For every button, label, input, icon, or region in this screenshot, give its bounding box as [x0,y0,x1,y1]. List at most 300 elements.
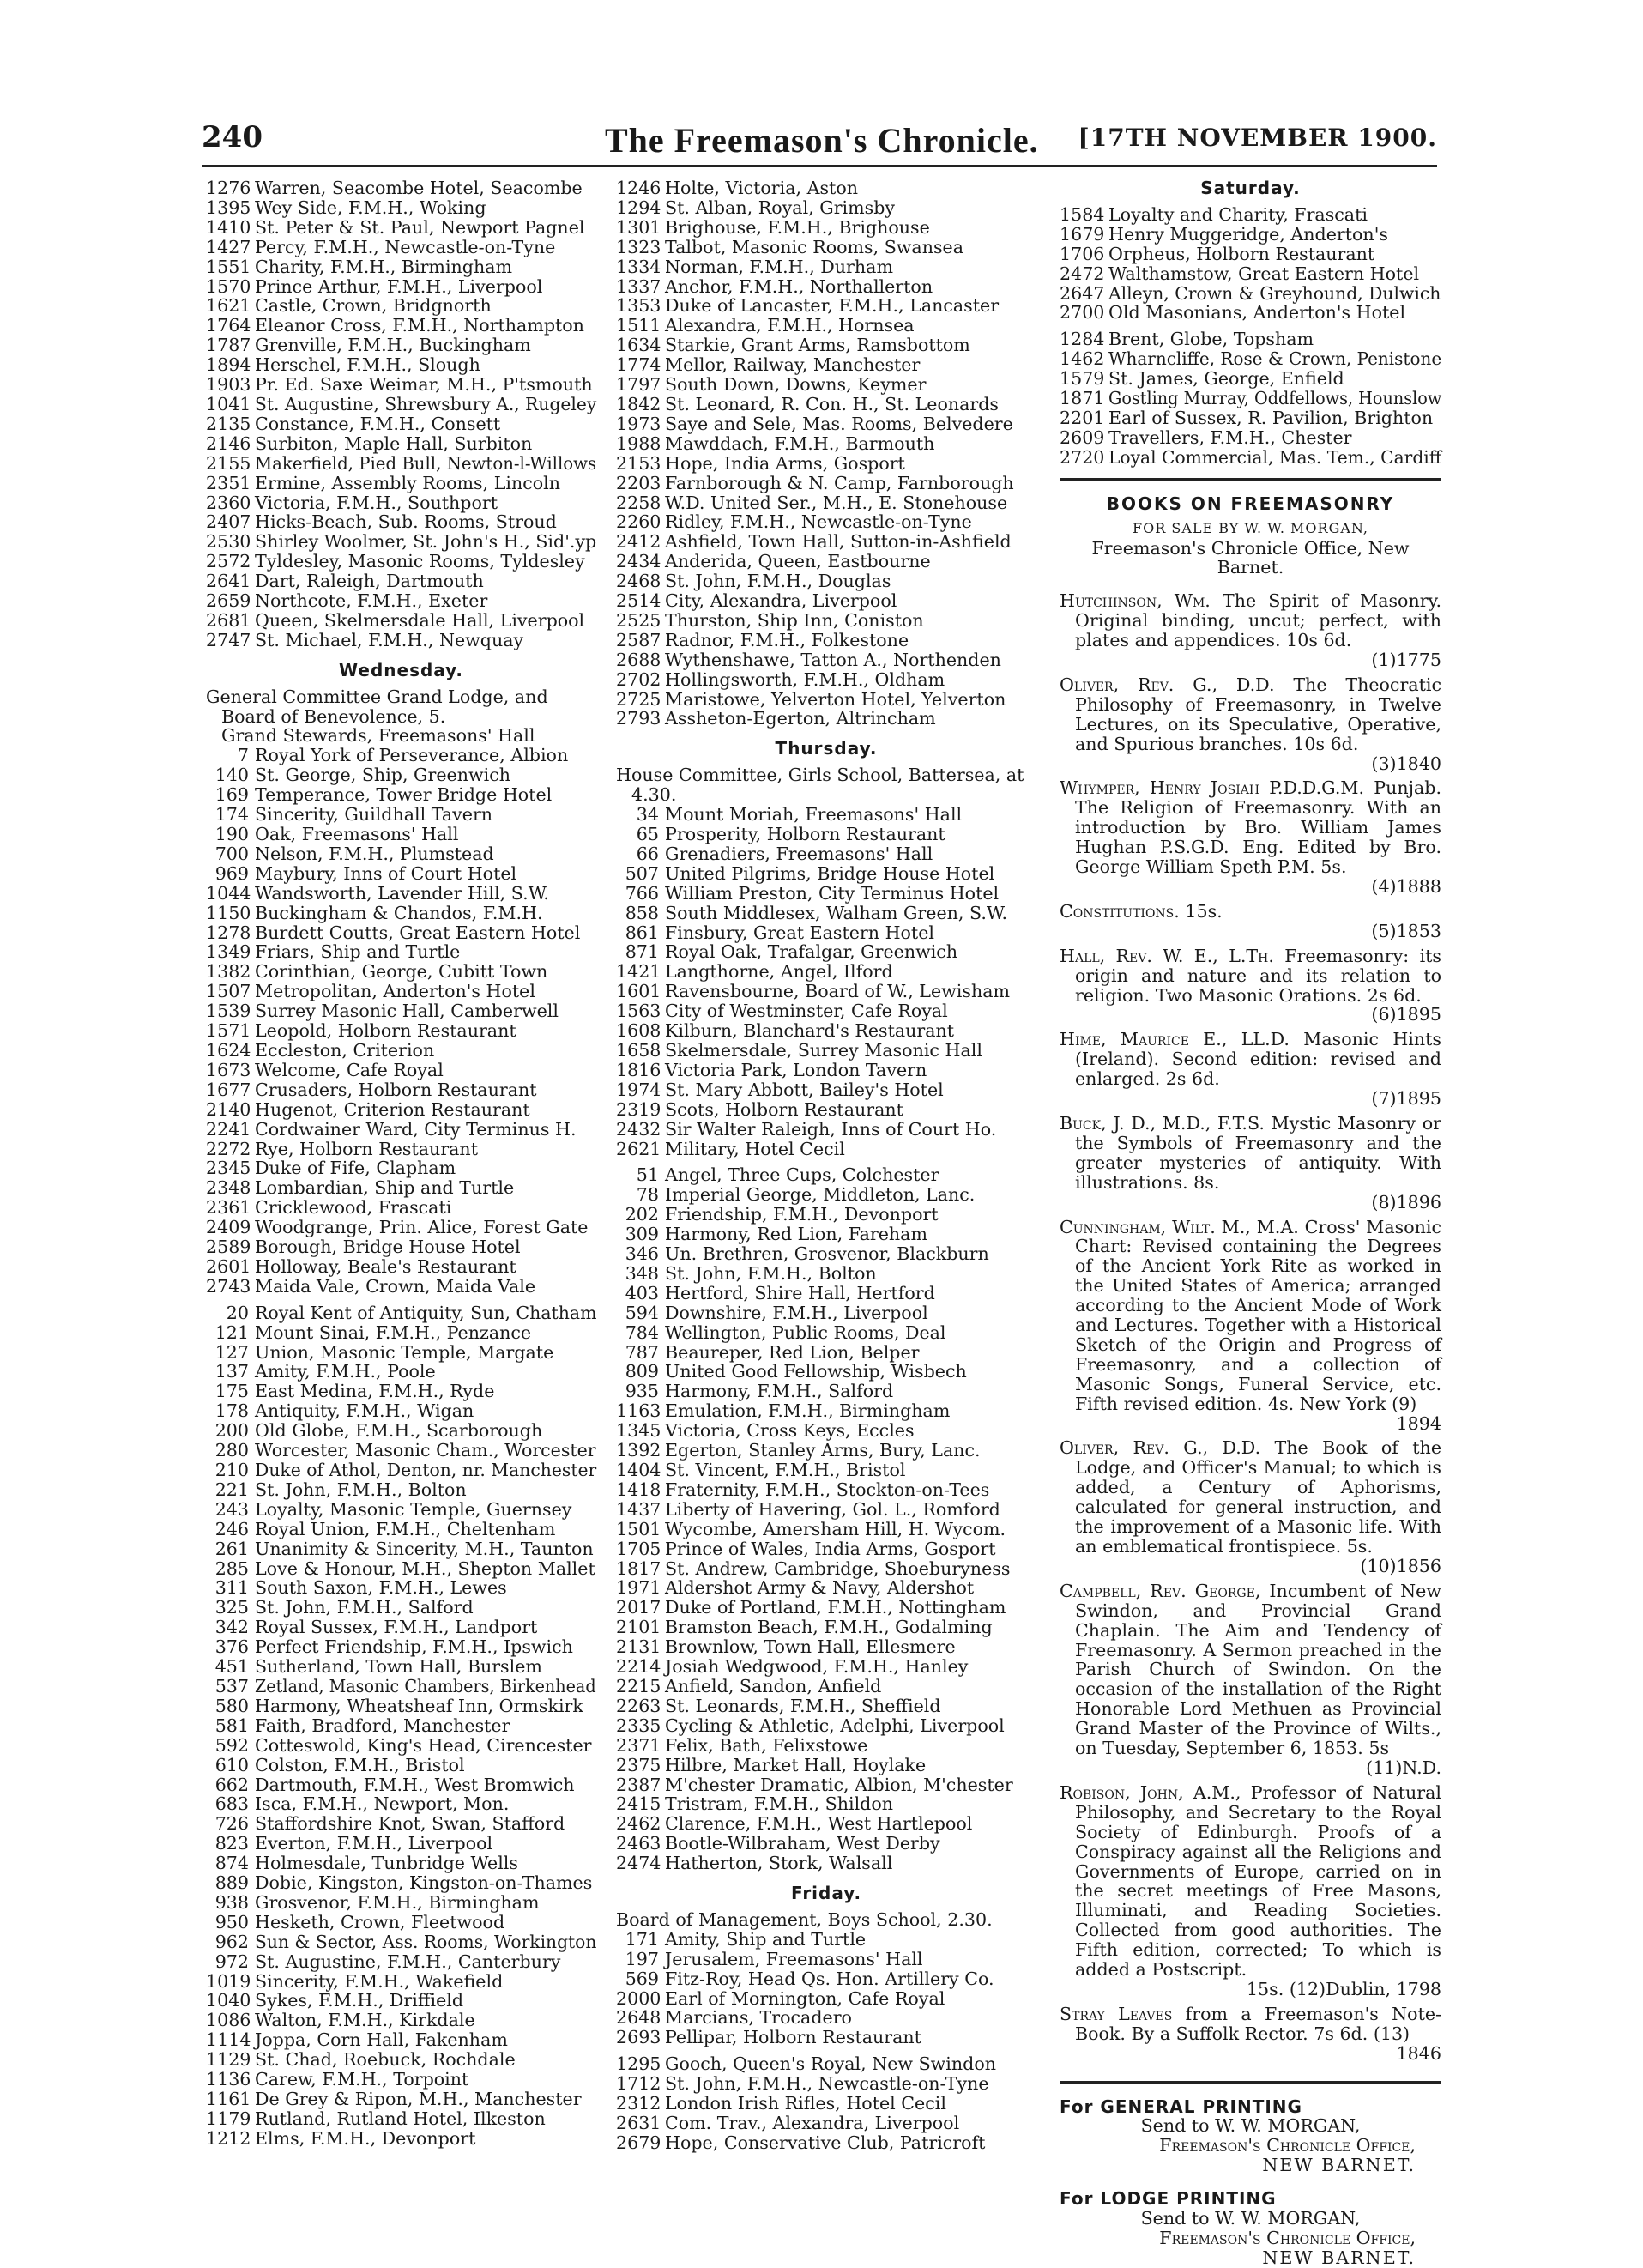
lodge-entry [1060,389,1441,408]
lodge-number: 2409 [206,1217,251,1238]
lodge-name: Surrey Masonic Hall, Camberwell [255,1001,559,1022]
lodge-entry [206,1257,596,1277]
lodge-number: 451 [214,1656,249,1678]
lodge-name: City, Alexandra, Liverpool [665,590,897,612]
lodge-entry [616,2054,1036,2074]
lodge-entry [616,631,1036,650]
lodge-name: Amity, Ship and Turtle [665,1928,867,1950]
general-printing-heading: For GENERAL PRINTING [1060,2096,1302,2117]
lodge-number: 169 [214,784,249,806]
lodge-number: 2681 [206,609,251,631]
lodge-number: 1894 [206,354,251,376]
meeting-note: General Committee Grand Lodge, and Board of Benevolence, 5. [206,686,548,727]
lodge-name: Henry Muggeridge, Anderton's [1108,223,1388,245]
lodge-name: Wharncliffe, Rose & Crown, Penistone [1108,348,1442,370]
lodge-number: 2659 [206,590,251,612]
lodge-name: Corinthian, George, Cubitt Town [255,961,548,983]
lodge-number: 1673 [206,1059,251,1080]
lodge-entry [616,1559,1036,1579]
lodge-number: 2693 [616,2027,661,2048]
lodge-number: 581 [214,1715,249,1736]
lodge-number: 1404 [616,1460,661,1480]
lodge-number: 1150 [206,902,251,923]
lodge-entry [206,1873,596,1893]
lodge-name: Sutherland, Town Hall, Burslem [255,1656,542,1678]
lodge-entry [616,1989,1036,2009]
lodge-name: Joppa, Corn Hall, Fakenham [255,2029,508,2051]
lodge-name: St. Leonard, R. Con. H., St. Leonards [665,393,999,414]
lodge-entry [616,434,1036,454]
lodge-name: Harmony, F.M.H., Salford [665,1381,894,1402]
lodge-name: Oak, Freemasons' Hall [255,824,459,844]
lodge-entry [616,257,1036,277]
lodge-number: 1301 [616,216,661,238]
lodge-number: 2263 [616,1695,661,1716]
lodge-entry [1060,205,1441,225]
lodge-name: W.D. United Ser., M.H., E. Stonehouse [665,492,1008,513]
lodge-name: Hesketh, Crown, Fleetwood [255,1911,505,1932]
lodge-number: 2319 [616,1098,661,1120]
lodge-number: 2101 [616,1617,661,1638]
lodge-name: Royal Union, F.M.H., Cheltenham [255,1518,556,1539]
printing-send-to: Send to W. W. MORGAN, [1140,2115,1361,2137]
lodge-name: Fitz-Roy, Head Qs. Hon. Artillery Co. [665,1968,994,1989]
lodge-name: Scots, Holborn Restaurant [665,1098,903,1120]
lodge-number: 1163 [616,1400,661,1422]
book-reference: 1894 [1396,1412,1441,1434]
lodge-number: 2743 [206,1275,251,1297]
lodge-entry [616,1323,1036,1343]
lodge-name: St. John, F.M.H., Douglas [665,571,891,592]
lodge-number: 1842 [616,393,661,414]
lodge-number: 2351 [206,472,251,493]
lodge-entry [206,1021,596,1041]
lodge-entry [206,884,596,904]
lodge-list [206,1303,596,2149]
lodge-number: 2702 [616,668,661,690]
day-heading-thursday: Thursday. [775,738,878,759]
lodge-entry [616,1441,1036,1461]
lodge-name: Marcians, Trocadero [665,2007,852,2029]
lodge-entry [616,532,1036,552]
lodge-number: 348 [625,1262,659,1284]
lodge-name: St. John, F.M.H., Salford [255,1597,474,1618]
lodge-entry [616,962,1036,982]
lodge-entry [616,2008,1036,2028]
lodge-number: 1427 [206,236,251,257]
lodge-name: St. James, George, Enfield [1108,368,1344,390]
lodge-number: 1136 [206,2069,251,2090]
book-author: Buck, J. D., M.D., F.T.S. [1060,1112,1265,1134]
lodge-name: Ermine, Assembly Rooms, Lincoln [255,472,561,493]
lodge-name: Clarence, F.M.H., West Hartlepool [665,1813,973,1835]
book-author: Stray Leaves [1060,2003,1173,2024]
lodge-number: 1345 [616,1420,661,1442]
lodge-number: 2146 [206,432,251,454]
lodge-name: Hertford, Shire Hall, Hertford [665,1282,935,1303]
lodge-name: Royal York of Perseverance, Albion [255,745,569,766]
lodge-name: Charity, F.M.H., Birmingham [255,256,513,277]
lodge-entry [206,1932,596,1952]
lodge-number: 246 [214,1518,249,1539]
lodge-name: Fraternity, F.M.H., Stockton-on-Tees [665,1479,990,1500]
lodge-name: Worcester, Masonic Cham., Worcester [255,1440,596,1461]
lodge-name: Dart, Raleigh, Dartmouth [255,571,484,592]
lodge-number: 950 [214,1911,249,1932]
lodge-name: Talbot, Masonic Rooms, Swansea [665,236,964,257]
lodge-number: 1988 [616,432,661,454]
lodge-name: London Irish Rifles, Hotel Cecil [665,2093,946,2114]
lodge-number: 766 [625,882,659,904]
lodge-entry [206,1952,596,1972]
lodge-entry [206,1559,596,1579]
lodge-name: Finsbury, Great Eastern Hotel [665,922,934,943]
lodge-entry [206,238,596,257]
lodge-name: Military, Hotel Cecil [665,1138,845,1159]
masthead-title: The Freemason's Chronicle. [605,121,1039,160]
lodge-entry [206,1991,596,2011]
lodge-name: United Pilgrims, Bridge House Hotel [665,862,995,884]
lodge-number: 861 [625,922,659,943]
lodge-entry [206,1677,596,1696]
lodge-name: Borough, Bridge House Hotel [255,1237,521,1258]
lodge-entry [206,2050,596,2070]
lodge-number: 580 [214,1695,249,1716]
lodge-entry [616,1794,1036,1814]
lodge-number: 1353 [616,295,661,317]
lodge-entry [616,1244,1036,1264]
lodge-entry [206,434,596,454]
lodge-name: Duke of Portland, F.M.H., Nottingham [665,1597,1006,1618]
lodge-entry [206,2090,596,2109]
book-author: Oliver, Rev. G., D.D. [1060,674,1275,695]
book-entry [1060,1218,1441,1434]
book-entry [1060,902,1441,941]
lodge-name: Cotteswold, King's Head, Cirencester [255,1734,592,1756]
lodge-entry [616,1736,1036,1756]
lodge-entry [616,1814,1036,1834]
lodge-name: Royal Sussex, F.M.H., Landport [255,1617,538,1638]
lodge-entry [206,1178,596,1198]
lodge-number: 2361 [206,1197,251,1219]
lodge-name: Holmesdale, Tunbridge Wells [255,1853,518,1874]
lodge-number: 2260 [616,511,661,533]
lodge-entry [206,1814,596,1834]
lodge-name: Love & Honour, M.H., Shepton Mallet [255,1557,595,1579]
lodge-name: St. Leonards, F.M.H., Sheffield [665,1695,941,1716]
lodge-number: 858 [625,902,659,923]
lodge-number: 2725 [616,688,661,710]
lodge-name: Hilbre, Market Hall, Hoylake [665,1754,927,1775]
lodge-name: Carew, F.M.H., Torpoint [255,2069,469,2090]
lodge-entry [616,1343,1036,1363]
printing-location: NEW BARNET. [1262,2247,1416,2268]
lodge-entry [616,1100,1036,1120]
book-entry [1060,591,1441,670]
lodge-entry [616,493,1036,513]
lodge-name: Egerton, Stanley Arms, Bury, Lanc. [665,1440,981,1461]
lodge-name: Temperance, Tower Bridge Hotel [255,784,553,806]
book-description: Cross' Masonic Chart: Revised containing the Degrees of the Ancient York Rite as worked in the United States of America; arranged according to the Ancient Mode of Work and Lectures. Together with a Historical Sketch of the Origin and Progress of Freemasonry, and a collection of Masonic Songs, Funeral Service, etc. Fifth revised edition. 4s. New York (9) [1075,1216,1441,1414]
lodge-name: Wandsworth, Lavender Hill, S.W. [255,882,549,904]
lodge-entry [1060,245,1441,264]
lodge-number: 938 [214,1891,249,1913]
lodge-entry [616,1080,1036,1100]
lodge-number: 127 [214,1341,249,1363]
lodge-entry [616,1969,1036,1989]
lodge-entry [206,1893,596,1913]
lodge-entry [616,1421,1036,1441]
lodge-name: St. Augustine, F.M.H., Canterbury [255,1950,561,1972]
lodge-name: Cycling & Athletic, Adelphi, Liverpool [665,1715,1005,1736]
lodge-number: 2412 [616,531,661,553]
printing-location: NEW BARNET. [1262,2155,1416,2176]
lodge-name: Herschel, F.M.H., Slough [255,354,480,376]
lodge-entry [616,395,1036,414]
book-entry [1060,1582,1441,1778]
lodge-number: 592 [214,1734,249,1756]
lodge-entry [1060,349,1441,369]
lodge-entry [616,844,1036,864]
lodge-name: Eleanor Cross, F.M.H., Northampton [255,315,584,336]
lodge-number: 1551 [206,256,251,277]
lodge-entry [206,2030,596,2050]
lodge-number: 2415 [616,1793,661,1815]
lodge-name: Percy, F.M.H., Newcastle-on-Tyne [255,236,556,257]
lodge-number: 972 [214,1950,249,1972]
lodge-number: 2601 [206,1255,251,1277]
book-entry [1060,1438,1441,1576]
lodge-name: Grenadiers, Freemasons' Hall [665,843,933,864]
lodge-name: Jerusalem, Freemasons' Hall [665,1948,923,1969]
lodge-entry [616,1677,1036,1696]
lodge-number: 610 [214,1754,249,1775]
lodge-entry [206,982,596,1001]
lodge-entry [206,1401,596,1421]
lodge-number: 1040 [206,1990,251,2011]
lodge-name: Everton, F.M.H., Liverpool [255,1833,493,1854]
book-entry [1060,675,1441,774]
lodge-entry [206,198,596,218]
lodge-entry [1060,303,1441,323]
lodge-name: Hatherton, Stork, Walsall [665,1853,893,1874]
lodge-name: St. John, F.M.H., Bolton [665,1262,877,1284]
lodge-number: 20 [226,1302,249,1323]
lodge-entry [616,591,1036,611]
lodge-name: Duke of Lancaster, F.M.H., Lancaster [665,295,1000,317]
lodge-number: 1410 [206,216,251,238]
lodge-name: Pr. Ed. Saxe Weimar, M.H., P'tsmouth [255,374,593,396]
lodge-number: 726 [214,1813,249,1835]
book-author: Oliver, Rev. G., D.D. [1060,1437,1261,1459]
lodge-entry [206,1421,596,1441]
book-reference: 1846 [1396,2042,1441,2064]
lodge-name: Lombardian, Ship and Turtle [255,1177,515,1199]
book-reference: (10)1856 [1360,1555,1441,1576]
lodge-name: Unanimity & Sincerity, M.H., Taunton [255,1538,594,1559]
lodge-entry [616,1264,1036,1284]
book-reference: (8)1896 [1371,1191,1441,1213]
lodge-entry [206,1198,596,1218]
lodge-number: 1421 [616,961,661,983]
lodge-list [616,805,1036,1158]
lodge-number: 2587 [616,629,661,650]
lodge-number: 2272 [206,1138,251,1159]
lodge-number: 1295 [616,2053,661,2075]
lodge-number: 1086 [206,2010,251,2031]
lodge-entry [206,1362,596,1382]
lodge-entry [206,805,596,825]
lodge-name: Nelson, F.M.H., Plumstead [255,843,494,864]
lodge-entry [206,316,596,336]
lodge-entry [616,1520,1036,1539]
lodge-entry [616,414,1036,434]
lodge-number: 1161 [206,2089,251,2109]
lodge-name: South Saxon, F.M.H., Lewes [255,1577,507,1599]
issue-date: [17TH NOVEMBER 1900. [1078,124,1437,152]
lodge-name: Com. Trav., Alexandra, Liverpool [665,2113,960,2133]
lodge-name: William Preston, City Terminus Hotel [665,882,1000,904]
meeting-note: Grand Stewards, Freemasons' Hall [221,725,535,747]
lodge-entry [616,1578,1036,1598]
lodge-entry [206,493,596,513]
lodge-entry [206,746,596,765]
lodge-number: 2153 [616,452,661,474]
lodge-entry [206,923,596,943]
lodge-name: Earl of Sussex, R. Pavilion, Brighton [1108,407,1434,428]
lodge-name: Metropolitan, Anderton's Hotel [255,981,535,1002]
lodge-entry [616,238,1036,257]
lodge-number: 683 [214,1793,249,1815]
lodge-number: 2017 [616,1597,661,1618]
lodge-list [206,746,596,1296]
lodge-entry [206,1618,596,1637]
lodge-entry [616,670,1036,690]
lodge-number: 507 [625,862,659,884]
lodge-name: Loyal Commercial, Mas. Tem., Cardiff [1108,446,1442,468]
lodge-number: 1501 [616,1518,661,1539]
lodge-entry [616,2094,1036,2114]
lodge-name: Radnor, F.M.H., Folkestone [665,629,909,650]
lodge-entry [206,552,596,572]
lodge-number: 221 [214,1479,249,1500]
lodge-name: Hope, India Arms, Gosport [665,452,905,474]
lodge-name: Old Masonians, Anderton's Hotel [1108,302,1406,324]
day-heading-wednesday: Wednesday. [339,659,463,680]
lodge-entry [1060,408,1441,428]
lodge-entry [206,1140,596,1159]
lodge-number: 346 [625,1243,659,1265]
lodge-entry [616,1120,1036,1140]
lodge-entry [616,1539,1036,1559]
lodge-entry [616,611,1036,631]
lodge-name: Sir Walter Raleigh, Inns of Court Ho. [665,1118,997,1140]
printing-office: Freemason's Chronicle Office, [1159,2228,1416,2248]
lodge-number: 1337 [616,275,661,297]
lodge-number: 1634 [616,335,661,356]
book-reference: (3)1840 [1371,753,1441,774]
lodge-number: 871 [625,941,659,963]
book-description: The Spirit of Masonry. Original binding, uncut; perfect, with plates and appendices. 10s 6d. [1075,590,1442,651]
lodge-name: Leopold, Holborn Restaurant [255,1020,516,1042]
lodge-number: 1395 [206,197,251,218]
lodge-name: Amity, F.M.H., Poole [255,1361,436,1382]
lodge-entry [616,2133,1036,2153]
column-left [206,178,596,2149]
lodge-name: Castle, Crown, Bridgnorth [255,295,492,317]
book-reference: (6)1895 [1371,1004,1441,1025]
lodge-name: Welcome, Cafe Royal [255,1059,444,1080]
lodge-name: Ridley, F.M.H., Newcastle-on-Tyne [665,511,972,533]
lodge-name: St. Andrew, Cambridge, Shoeburyness [665,1557,1011,1579]
lodge-name: Crusaders, Holborn Restaurant [255,1079,537,1100]
lodge-entry [206,1441,596,1461]
lodge-number: 594 [625,1302,659,1323]
lodge-entry [616,1401,1036,1421]
lodge-name: Surbiton, Maple Hall, Surbiton [255,432,533,454]
book-description: 15s. [1179,900,1223,922]
lodge-name: Cricklewood, Frascati [255,1197,452,1219]
lodge-name: Antiquity, F.M.H., Wigan [255,1400,474,1422]
lodge-number: 1764 [206,315,251,336]
book-reference: (1)1775 [1371,650,1441,671]
lodge-name: Victoria, Cross Keys, Eccles [665,1420,915,1442]
lodge-number: 2648 [616,2007,661,2029]
lodge-number: 1294 [616,197,661,218]
lodge-name: Langthorne, Angel, Ilford [665,961,893,983]
lodge-name: Assheton-Egerton, Altrincham [665,708,936,729]
lodge-entry [206,1756,596,1775]
lodge-entry [616,1225,1036,1244]
lodge-number: 174 [214,804,249,826]
lodge-number: 178 [214,1400,249,1422]
lodge-number: 1349 [206,941,251,963]
lodge-name: Bramston Beach, F.M.H., Godalming [665,1617,993,1638]
lodge-name: Sun & Sector, Ass. Rooms, Workington [255,1931,597,1952]
page-header [202,120,1437,161]
lodge-number: 2258 [616,492,661,513]
column-middle [616,178,1036,2153]
lodge-entry [206,572,596,591]
lodge-entry [206,631,596,650]
book-entry [1060,778,1441,896]
lodge-name: Brent, Globe, Topsham [1108,329,1314,350]
lodge-name: Anfield, Sandon, Anfield [665,1675,882,1696]
lodge-name: Queen, Skelmersdale Hall, Liverpool [255,609,585,631]
lodge-name: Northcote, F.M.H., Exeter [255,590,488,612]
lodge-name: Brownlow, Town Hall, Ellesmere [665,1636,956,1658]
lodge-entry [206,296,596,316]
lodge-number: 2525 [616,609,661,631]
lodge-name: Wellington, Public Rooms, Deal [665,1321,946,1343]
book-reference: (7)1895 [1371,1088,1441,1110]
lodge-name: Mellor, Railway, Manchester [665,354,921,376]
lodge-number: 1511 [616,315,661,336]
lodge-name: Emulation, F.M.H., Birmingham [665,1400,951,1422]
lodge-number: 1601 [616,981,661,1002]
lodge-number: 809 [625,1361,659,1382]
lodge-entry [206,1716,596,1736]
lodge-number: 78 [636,1184,659,1206]
lodge-number: 2312 [616,2093,661,2114]
lodge-number: 1044 [206,882,251,904]
lodge-number: 2407 [206,511,251,533]
lodge-entry [616,825,1036,844]
lodge-name: St. Augustine, Shrewsbury A., Rugeley [255,393,597,414]
lodge-entry [1060,284,1441,304]
book-entry [1060,947,1441,1025]
lodge-name: St. Vincent, F.M.H., Bristol [665,1460,906,1480]
